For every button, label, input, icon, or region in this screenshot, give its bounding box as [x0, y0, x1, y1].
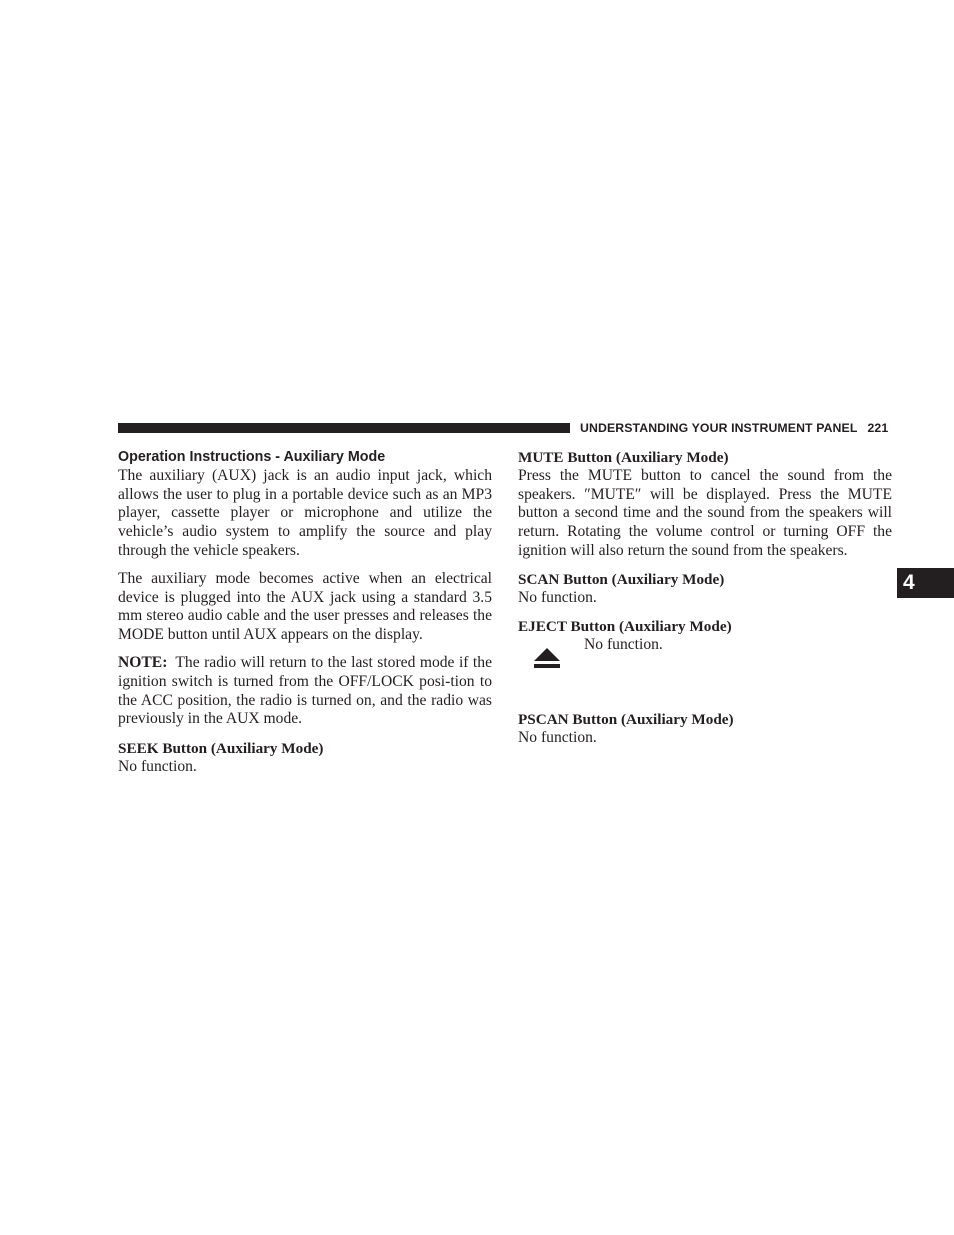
seek-heading: SEEK Button (Auxiliary Mode) — [118, 739, 324, 757]
pscan-heading: PSCAN Button (Auxiliary Mode) — [518, 711, 734, 729]
chapter-number: 4 — [903, 571, 915, 594]
header-rule — [118, 423, 570, 433]
scan-text: No function. — [518, 589, 597, 607]
aux-jack-paragraph: The auxiliary (AUX) jack is an audio input jack, which allows the user to plug in a portable device such as an MP3 player, cassette player or microphone and utilize the vehicle’s audio system to amplify the source and play through the vehicle speakers. — [118, 467, 492, 559]
eject-text: No function. — [584, 636, 663, 654]
chapter-tab — [897, 568, 954, 598]
left-column — [118, 448, 492, 776]
eject-row — [518, 636, 892, 710]
page-number: 221 — [867, 421, 889, 435]
scan-heading: SCAN Button (Auxiliary Mode) — [518, 571, 725, 589]
note-text: The radio will return to the last stored mode if the ignition switch is turned from the OFF/LOCK posi-tion to the ACC position, the radio is turned on, and the radio was previously in the AUX mode. — [118, 654, 492, 728]
mute-text: Press the MUTE button to cancel the sound from the speakers. ″MUTE″ will be displayed. Press the MUTE button a second time and the sound from the speakers will return. Rotating the volume control or turning OFF the ignition will also return the sound from the speakers. — [518, 467, 892, 559]
note-label: NOTE: — [118, 654, 168, 672]
section-heading: Operation Instructions - Auxiliary Mode — [118, 449, 386, 465]
aux-mode-paragraph: The auxiliary mode becomes active when an electrical device is plugged into the AUX jack using a standard 3.5 mm stereo audio cable and the user presses and releases the MODE button until AUX appears on the display. — [118, 570, 492, 644]
right-column — [518, 448, 892, 748]
note-paragraph — [118, 654, 492, 729]
running-header — [580, 420, 892, 436]
seek-text: No function. — [118, 757, 197, 775]
eject-icon — [532, 646, 562, 670]
eject-heading: EJECT Button (Auxiliary Mode) — [518, 618, 732, 636]
header-title: UNDERSTANDING YOUR INSTRUMENT PANEL — [580, 421, 858, 435]
pscan-text: No function. — [518, 729, 597, 747]
mute-heading: MUTE Button (Auxiliary Mode) — [518, 449, 729, 466]
